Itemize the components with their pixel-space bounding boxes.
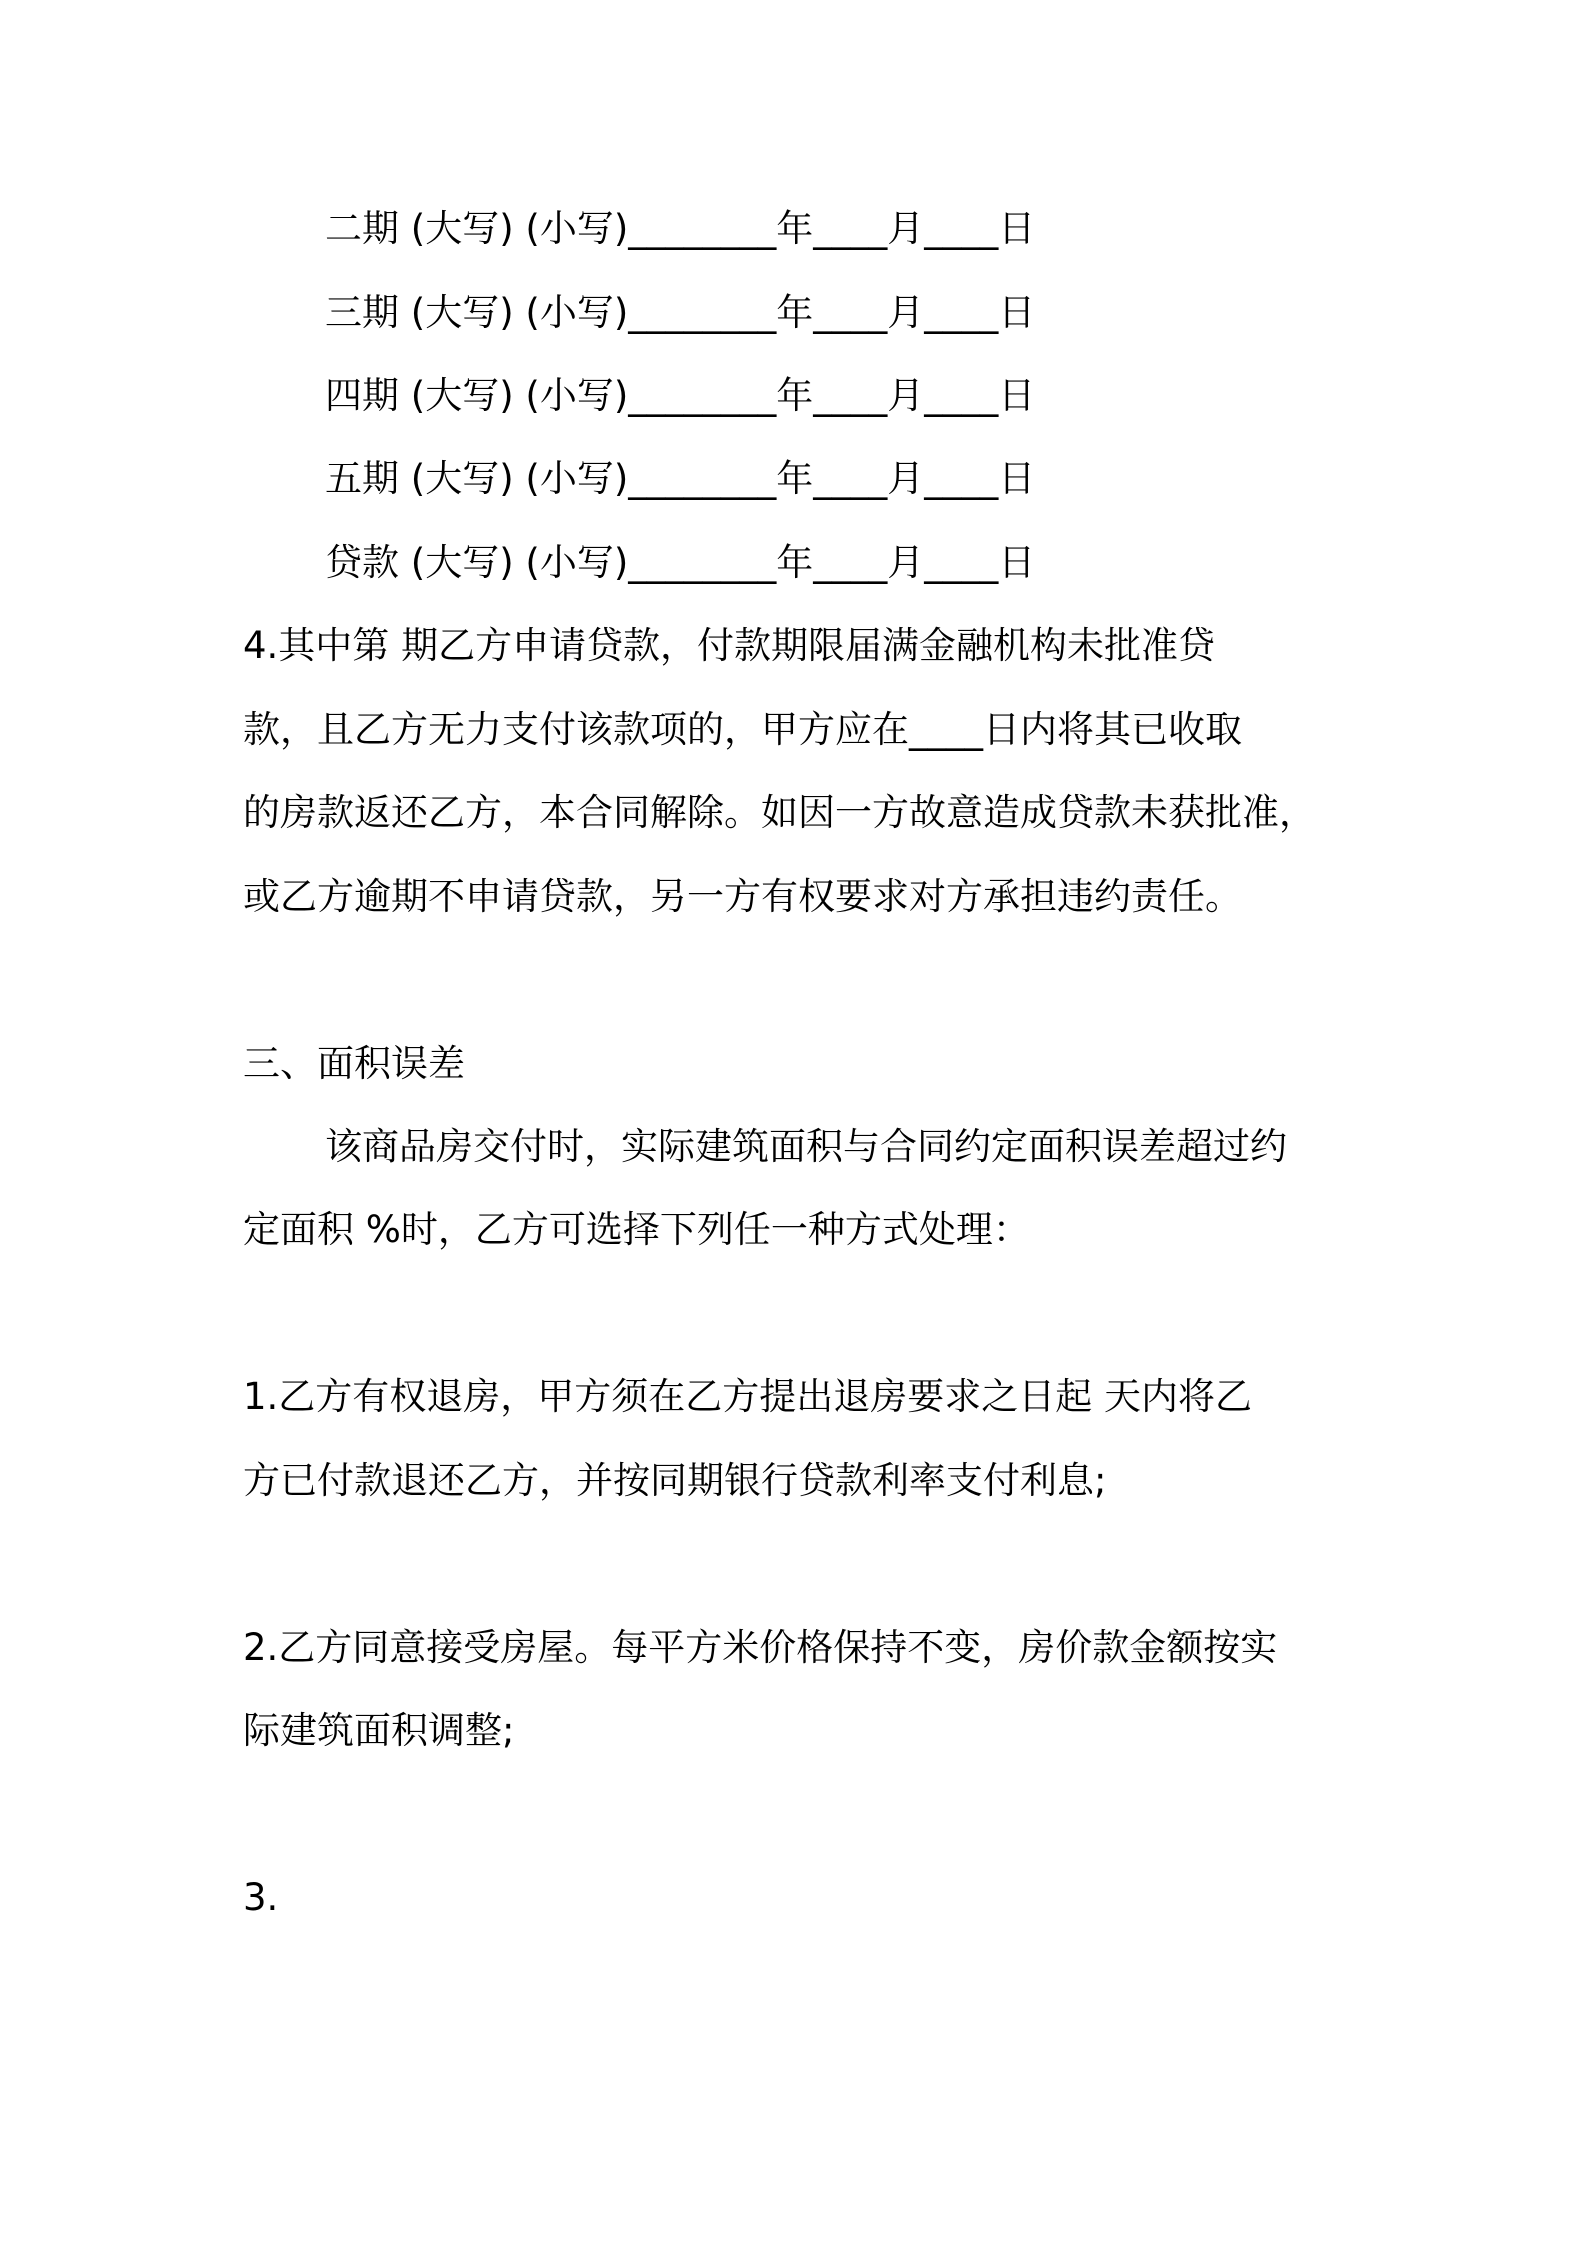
section3-item1-line-1: 1.乙方有权退房，甲方须在乙方提出退房要求之日起 天内将乙 <box>243 1375 1253 1418</box>
schedule-row-loan: 贷款 (大写) (小写)________年____月____日 <box>325 541 1036 584</box>
section3-item2-line-1: 2.乙方同意接受房屋。每平方米价格保持不变，房价款金额按实 <box>243 1626 1278 1669</box>
section3-intro-line-2: 定面积 %时，乙方可选择下列任一种方式处理： <box>243 1208 1030 1251</box>
schedule-row-phase-4: 四期 (大写) (小写)________年____月____日 <box>325 374 1036 417</box>
clause4-line-2: 款，且乙方无力支付该款项的，甲方应在____日内将其已收取 <box>243 708 1242 751</box>
section3-item1-line-2: 方已付款退还乙方，并按同期银行贷款利率支付利息; <box>243 1459 1107 1502</box>
schedule-row-phase-3: 三期 (大写) (小写)________年____月____日 <box>325 291 1036 334</box>
schedule-row-phase-2: 二期 (大写) (小写)________年____月____日 <box>325 207 1036 250</box>
section3-item3: 3. <box>243 1876 279 1919</box>
clause4-line-3: 的房款返还乙方，本合同解除。如因一方故意造成贷款未获批准， <box>243 791 1316 834</box>
section3-item2-line-2: 际建筑面积调整; <box>243 1709 515 1752</box>
section3-heading: 三、面积误差 <box>243 1042 465 1085</box>
section3-intro-line-1: 该商品房交付时，实际建筑面积与合同约定面积误差超过约 <box>325 1125 1287 1168</box>
clause4-line-1: 4.其中第 期乙方申请贷款，付款期限届满金融机构未批准贷 <box>243 624 1216 667</box>
clause4-line-4: 或乙方逾期不申请贷款，另一方有权要求对方承担违约责任。 <box>243 875 1242 918</box>
schedule-row-phase-5: 五期 (大写) (小写)________年____月____日 <box>325 457 1036 500</box>
